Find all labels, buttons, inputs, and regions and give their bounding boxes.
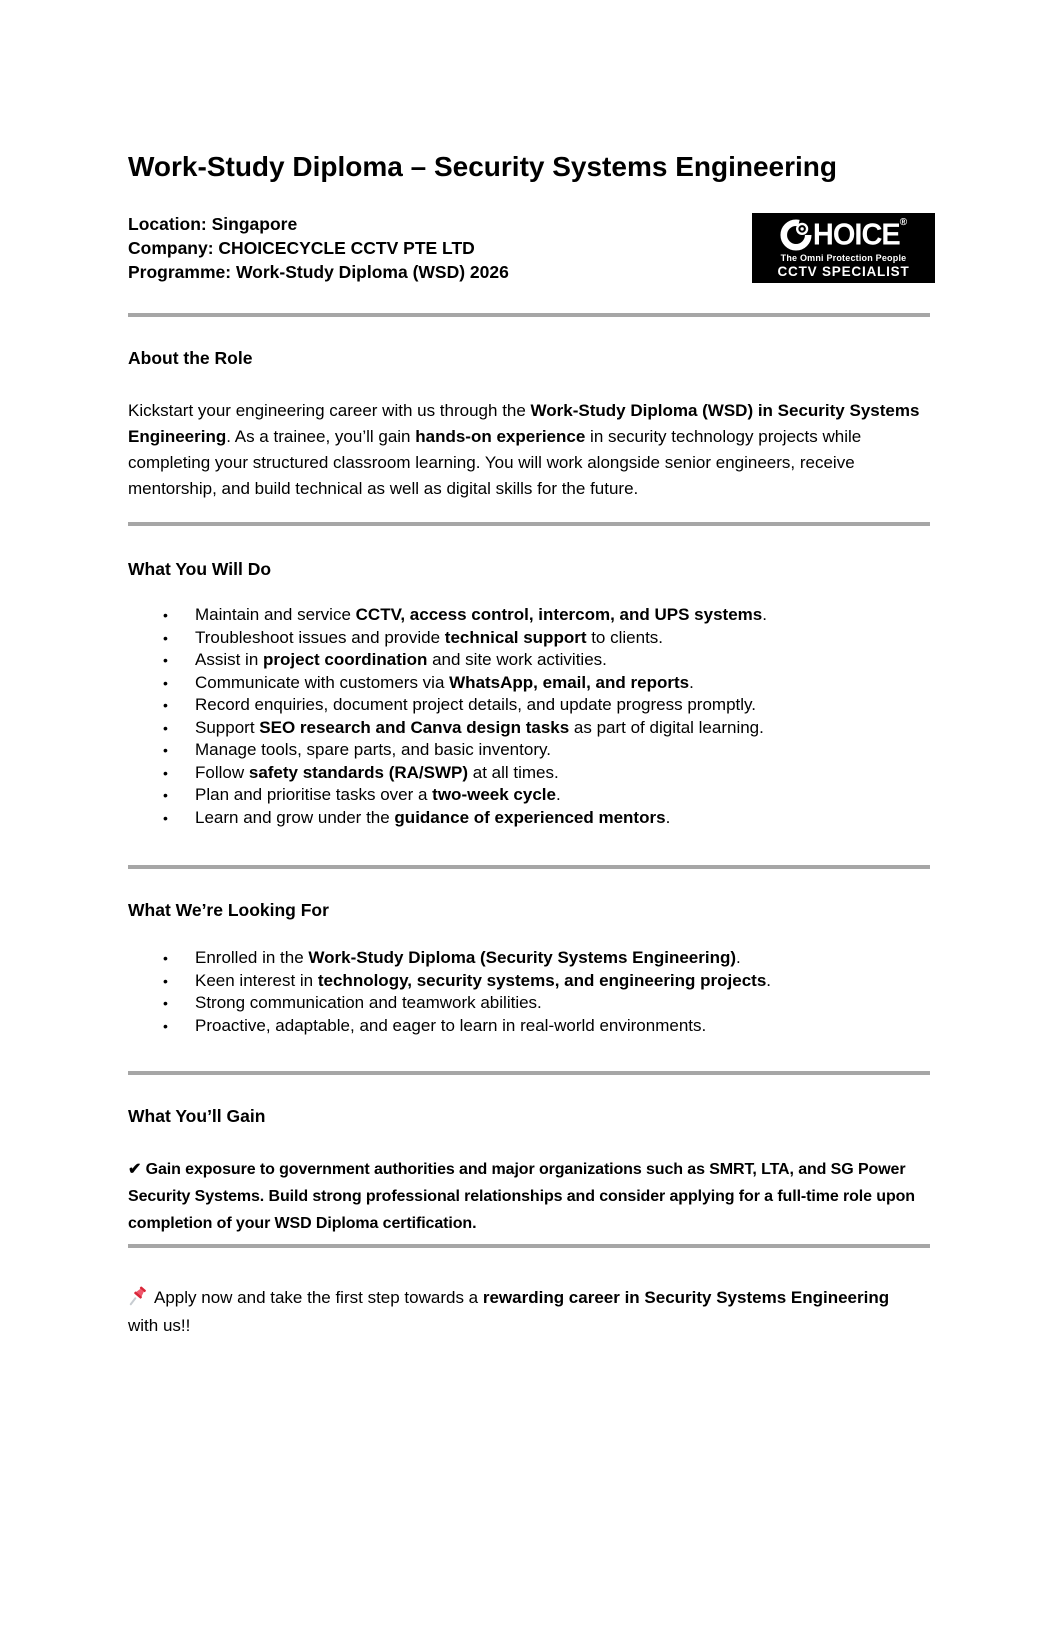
list-item (128, 604, 930, 627)
text-run: as part of digital learning. (569, 717, 764, 737)
logo-tagline: The Omni Protection People (780, 253, 907, 263)
meta-location: Location: Singapore (128, 214, 298, 234)
apply-paragraph (128, 1284, 890, 1340)
text-run: Strong communication and teamwork abilities. (195, 993, 542, 1012)
list-item-text (195, 970, 930, 993)
text-run: . (555, 785, 561, 804)
text-run: Plan and prioritise tasks over a (195, 785, 433, 804)
bullet-icon: • (163, 809, 168, 826)
text-run: Troubleshoot issues and provide (195, 627, 445, 647)
list-item (128, 992, 930, 1015)
requirements-heading: What We’re Looking For (128, 900, 329, 920)
bullet-icon: • (163, 950, 168, 966)
text-run: . (766, 970, 772, 990)
bold-text-run: two-week cycle (432, 785, 556, 804)
list-item-text (195, 627, 930, 650)
text-run: . (736, 948, 741, 967)
text-run: Keen interest in (195, 970, 318, 990)
list-item-text (195, 672, 930, 695)
list-item (128, 649, 930, 672)
list-item (128, 672, 930, 695)
bold-text-run: rewarding career in Security Systems Engineering (482, 1288, 890, 1307)
text-run: Assist in (195, 650, 264, 669)
text-run: in security technology projects while completing your structured classroom learning. You will work alongside senior engineers, receive mentorship, and build technical as well as digital skills for the future. (128, 427, 862, 498)
pushpin-icon (128, 1285, 150, 1307)
list-item-text (195, 947, 930, 970)
duties-heading: What You Will Do (128, 559, 272, 579)
bold-text-run: technology, security systems, and engineering projects (317, 970, 767, 990)
list-item (128, 947, 930, 970)
text-run: . (762, 605, 767, 624)
bullet-icon: • (163, 787, 168, 803)
text-run: . (665, 807, 671, 827)
bold-text-run: project coordination (263, 650, 428, 669)
gain-paragraph (128, 1156, 930, 1237)
about-heading: About the Role (128, 348, 253, 368)
bold-text-run: SEO research and Canva design tasks (259, 717, 570, 737)
text-run: and site work activities. (427, 650, 607, 669)
bullet-icon: • (163, 764, 168, 781)
meta-company: Company: CHOICECYCLE CCTV PTE LTD (128, 238, 475, 258)
registered-mark: ® (899, 217, 908, 228)
text-run: Apply now and take the first step towards a (154, 1288, 483, 1307)
list-item (128, 970, 930, 993)
bullet-icon: • (163, 652, 168, 668)
text-run: Manage tools, spare parts, and basic inventory. (195, 740, 551, 759)
bold-text-run: hands-on experience (415, 427, 586, 446)
text-run: . As a trainee, you’ll gain (226, 427, 416, 446)
logo-subtitle: CCTV SPECIALIST (777, 264, 910, 279)
text-run: Kickstart your engineering career with us through the (128, 401, 531, 420)
list-item (128, 1015, 930, 1038)
bold-text-run: ✔ Gain exposure to government authorities and major organizations such as SMRT, LTA, and SG Power Security Systems. Build strong professional relationships and consider applying for a full-time role upon completion of your WSD Diploma certification. (128, 1161, 915, 1232)
bullet-icon: • (163, 972, 168, 989)
bullet-icon: • (163, 995, 168, 1011)
bold-text-run: Work-Study Diploma (WSD) in Security Systems Engineering (128, 401, 920, 446)
text-run: with us!! (128, 1316, 191, 1335)
text-run: Record enquiries, document project details, and update progress promptly. (195, 695, 756, 714)
document-page (0, 150, 1058, 1340)
about-paragraph (128, 398, 930, 502)
list-item-text (195, 604, 930, 627)
page-title: Work-Study Diploma – Security Systems Engineering (128, 151, 837, 182)
list-item-text (195, 992, 930, 1015)
text-run: . (689, 672, 694, 692)
bullet-icon: • (163, 697, 168, 713)
section-divider (128, 1244, 930, 1248)
apply-text (128, 1288, 889, 1335)
list-item-text (195, 717, 930, 740)
list-item (128, 717, 930, 740)
bold-text-run: technical support (444, 627, 587, 647)
list-item-text (195, 762, 930, 785)
list-item (128, 739, 930, 762)
bullet-icon: • (163, 674, 168, 691)
list-item (128, 694, 930, 717)
list-item (128, 807, 930, 830)
list-item-text (195, 649, 930, 672)
bold-text-run: guidance of experienced mentors (394, 807, 666, 827)
meta-programme: Programme: Work-Study Diploma (WSD) 2026 (128, 262, 509, 282)
bold-text-run: Work-Study Diploma (Security Systems Engineering) (308, 948, 737, 967)
requirements-list (128, 947, 930, 1037)
text-run: Proactive, adaptable, and eager to learn in real-world environments. (195, 1015, 707, 1035)
section-divider (128, 313, 930, 317)
list-item-text (195, 1015, 930, 1038)
bold-text-run: WhatsApp, email, and reports (449, 672, 690, 692)
bullet-icon: • (163, 742, 168, 758)
list-item-text (195, 694, 930, 717)
bullet-icon: • (163, 629, 168, 646)
list-item (128, 784, 930, 807)
section-divider (128, 522, 930, 526)
text-run: Maintain and service (195, 605, 356, 624)
list-item (128, 627, 930, 650)
section-divider (128, 865, 930, 869)
text-run: Communicate with customers via (195, 672, 450, 692)
duties-list (128, 604, 930, 829)
bold-text-run: CCTV, access control, intercom, and UPS systems (355, 605, 763, 624)
text-run: Support (195, 717, 260, 737)
logo-brand-text: HOICE (812, 217, 900, 252)
text-run: to clients. (586, 627, 664, 647)
list-item-text (195, 784, 930, 807)
list-item-text (195, 807, 930, 830)
text-run: Learn and grow under the (195, 807, 395, 827)
gain-heading: What You’ll Gain (128, 1106, 266, 1126)
list-item-text (195, 739, 930, 762)
job-meta (128, 212, 930, 284)
bullet-icon: • (163, 607, 168, 623)
section-divider (128, 1071, 930, 1075)
text-run: Follow (195, 762, 249, 782)
bold-text-run: safety standards (RA/SWP) (248, 762, 469, 782)
bullet-icon: • (163, 1017, 168, 1034)
text-run: Enrolled in the (195, 948, 309, 967)
list-item (128, 762, 930, 785)
bullet-icon: • (163, 719, 168, 736)
text-run: at all times. (468, 762, 559, 782)
